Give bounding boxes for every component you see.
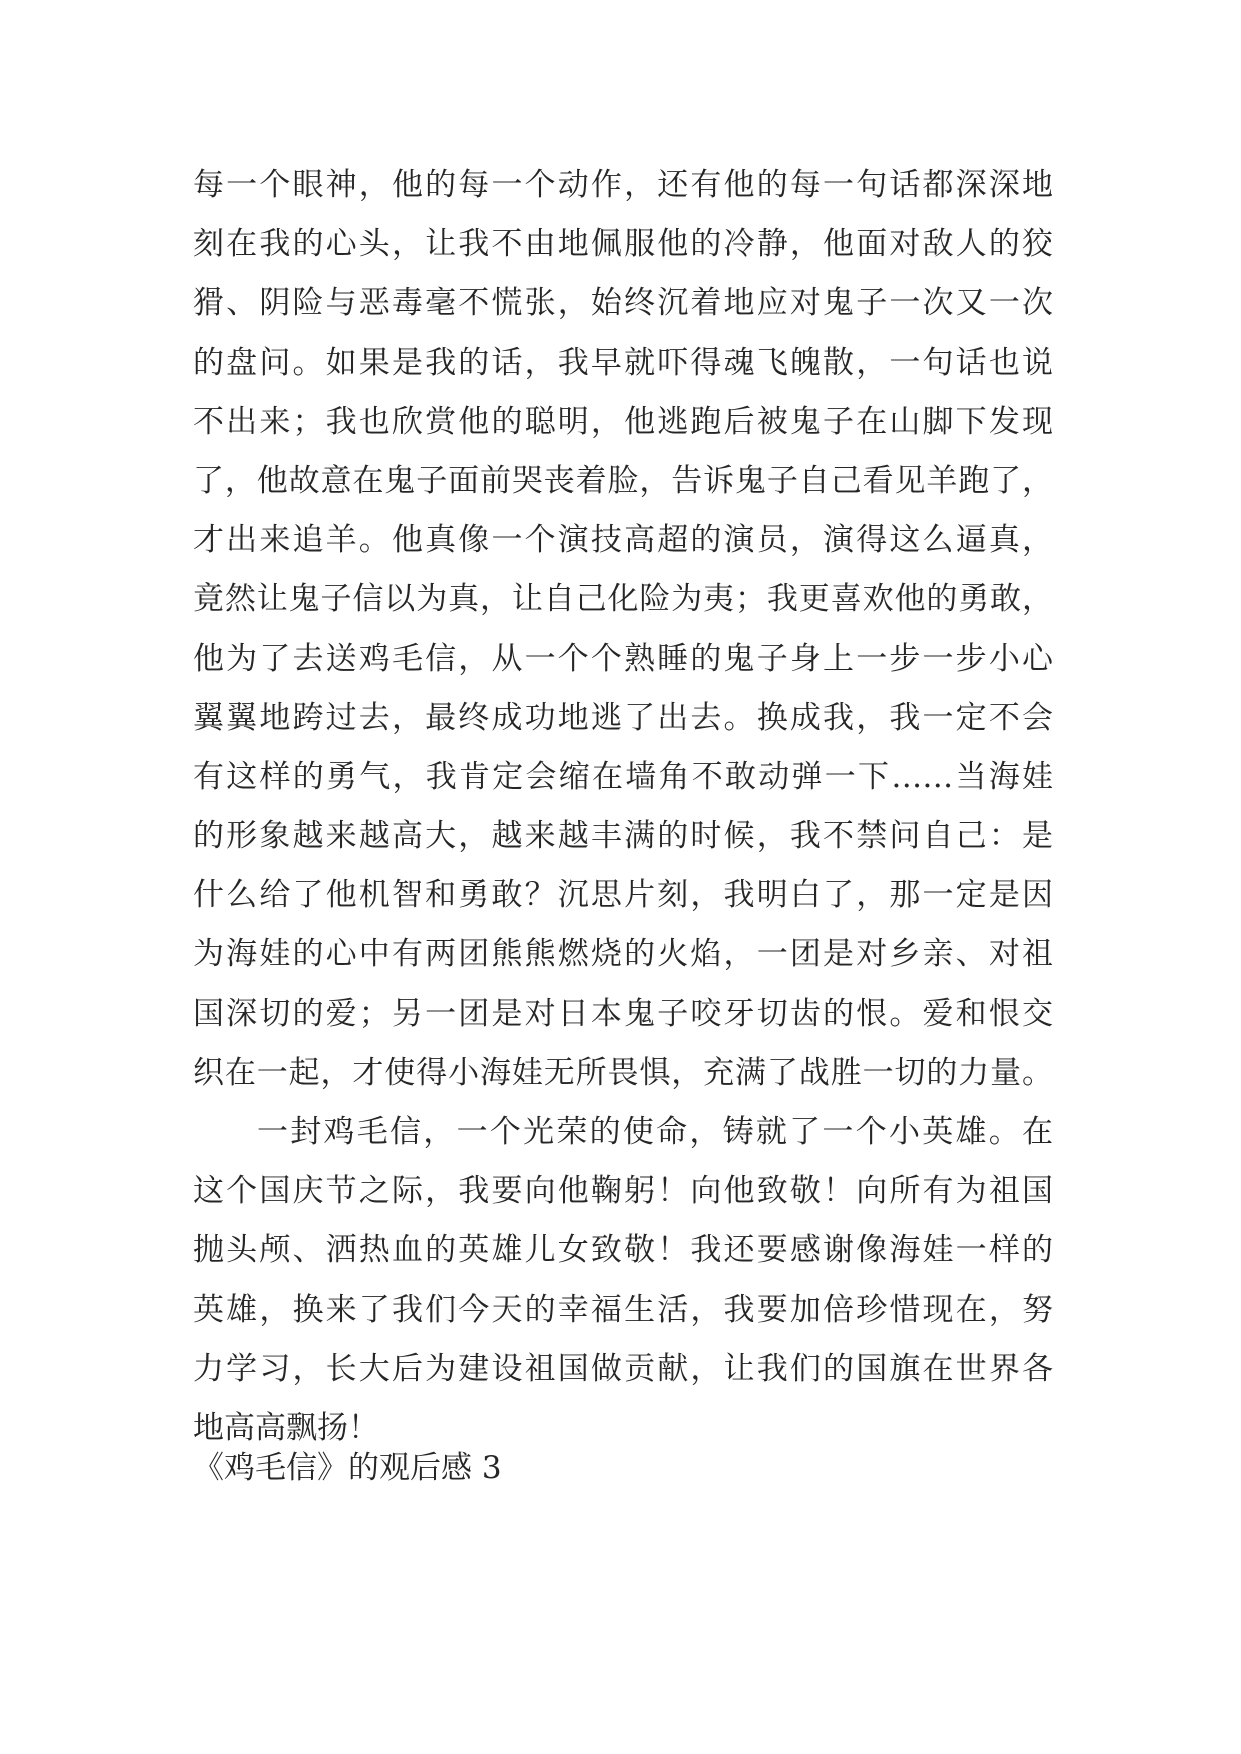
text-line: 抛头颅、洒热血的英雄儿女致敬！我还要感谢像海娃一样的 — [193, 1232, 1053, 1269]
text-line: 了，他故意在鬼子面前哭丧着脸，告诉鬼子自己看见羊跑了， — [193, 462, 1053, 499]
text-line: 英雄，换来了我们今天的幸福生活，我要加倍珍惜现在，努 — [193, 1291, 1053, 1328]
section-title: 《鸡毛信》的观后感 3 — [193, 1450, 502, 1486]
text-line: 刻在我的心头，让我不由地佩服他的冷静，他面对敌人的狡 — [193, 226, 1053, 263]
text-line: 的形象越来越高大，越来越丰满的时候，我不禁问自己：是 — [193, 818, 1053, 855]
paragraph-1 — [193, 156, 1053, 1103]
text-line: 竟然让鬼子信以为真，让自己化险为夷；我更喜欢他的勇敢， — [193, 581, 1053, 618]
body-text — [193, 156, 1053, 1458]
text-line: 猾、阴险与恶毒毫不慌张，始终沉着地应对鬼子一次又一次 — [193, 285, 1053, 322]
text-line: 一封鸡毛信，一个光荣的使命，铸就了一个小英雄。在 — [257, 1114, 1053, 1150]
text-line: 每一个眼神，他的每一个动作，还有他的每一句话都深深地 — [193, 167, 1053, 203]
text-line: 为海娃的心中有两团熊熊燃烧的火焰，一团是对乡亲、对祖 — [193, 936, 1053, 973]
text-line: 翼翼地跨过去，最终成功地逃了出去。换成我，我一定不会 — [193, 699, 1053, 736]
text-line: 不出来；我也欣赏他的聪明，他逃跑后被鬼子在山脚下发现 — [193, 403, 1053, 440]
paragraph-2 — [193, 1103, 1053, 1458]
text-line: 力学习，长大后为建设祖国做贡献，让我们的国旗在世界各 — [193, 1350, 1053, 1387]
text-line: 他为了去送鸡毛信，从一个个熟睡的鬼子身上一步一步小心 — [193, 640, 1053, 677]
text-line: 的盘问。如果是我的话，我早就吓得魂飞魄散，一句话也说 — [193, 344, 1053, 381]
text-line: 这个国庆节之际，我要向他鞠躬！向他致敬！向所有为祖国 — [193, 1173, 1053, 1210]
text-line: 才出来追羊。他真像一个演技高超的演员，演得这么逼真， — [193, 522, 1053, 559]
text-line: 有这样的勇气，我肯定会缩在墙角不敢动弹一下……当海娃 — [193, 758, 1053, 795]
text-line: 地高高飘扬！ — [193, 1409, 379, 1446]
text-line: 什么给了他机智和勇敢？沉思片刻，我明白了，那一定是因 — [193, 877, 1053, 914]
text-line: 国深切的爱；另一团是对日本鬼子咬牙切齿的恨。爱和恨交 — [193, 995, 1053, 1032]
text-line: 织在一起，才使得小海娃无所畏惧，充满了战胜一切的力量。 — [193, 1054, 1053, 1091]
